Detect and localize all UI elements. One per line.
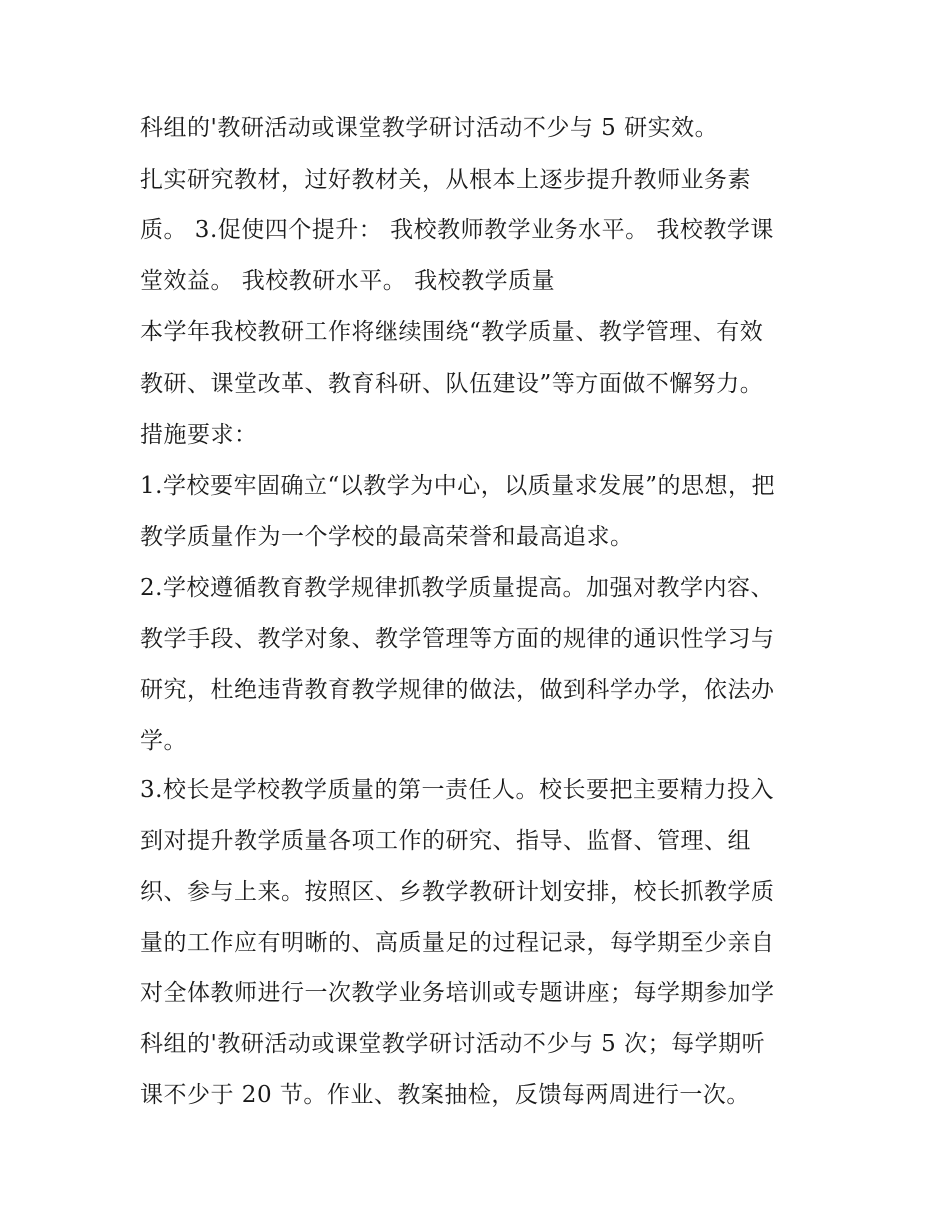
text-line: 到对提升教学质量各项工作的研究、指导、监督、管理、组 xyxy=(140,828,751,854)
text-line: 教学质量作为一个学校的最高荣誉和最高追求。 xyxy=(140,524,634,550)
text-line: 2.学校遵循教育教学规律抓教学质量提高。加强对教学内容、 xyxy=(140,575,774,601)
text-line: 扎实研究教材，过好教材关，从根本上逐步提升教师业务素 xyxy=(140,167,751,193)
text-line: 本学年我校教研工作将继续围绕“教学质量、教学管理、有效 xyxy=(140,319,764,345)
text-line: 3.校长是学校教学质量的第一责任人。校长要把主要精力投入 xyxy=(140,777,774,803)
text-line: 科组的'教研活动或课堂教学研讨活动不少与 5 次；每学期听 xyxy=(140,1031,766,1057)
text-line: 措施要求： xyxy=(140,422,258,448)
text-line: 量的工作应有明晰的、高质量足的过程记录，每学期至少亲自 xyxy=(140,930,775,956)
text-line: 研究，杜绝违背教育教学规律的做法，做到科学办学，依法办 xyxy=(140,677,775,703)
text-line: 教研、课堂改革、教育科研、队伍建设”等方面做不懈努力。 xyxy=(140,371,764,397)
text-line: 对全体教师进行一次教学业务培训或专题讲座；每学期参加学 xyxy=(140,980,775,1006)
text-line: 织、参与上来。按照区、乡教学教研计划安排，校长抓教学质 xyxy=(140,879,775,905)
text-line: 堂效益。 我校教研水平。 我校教学质量 xyxy=(140,268,556,294)
text-line: 质。 3.促使四个提升： 我校教师教学业务水平。 我校教学课 xyxy=(140,217,774,243)
text-line: 课不少于 20 节。作业、教案抽检，反馈每两周进行一次。 xyxy=(140,1082,750,1108)
text-line: 教学手段、教学对象、教学管理等方面的规律的通识性学习与 xyxy=(140,626,775,652)
text-line: 1.学校要牢固确立“以教学为中心，以质量求发展”的思想，把 xyxy=(140,473,775,499)
text-line: 学。 xyxy=(140,728,187,754)
text-line: 科组的'教研活动或课堂教学研讨活动不少与 5 研实效。 xyxy=(140,115,719,141)
